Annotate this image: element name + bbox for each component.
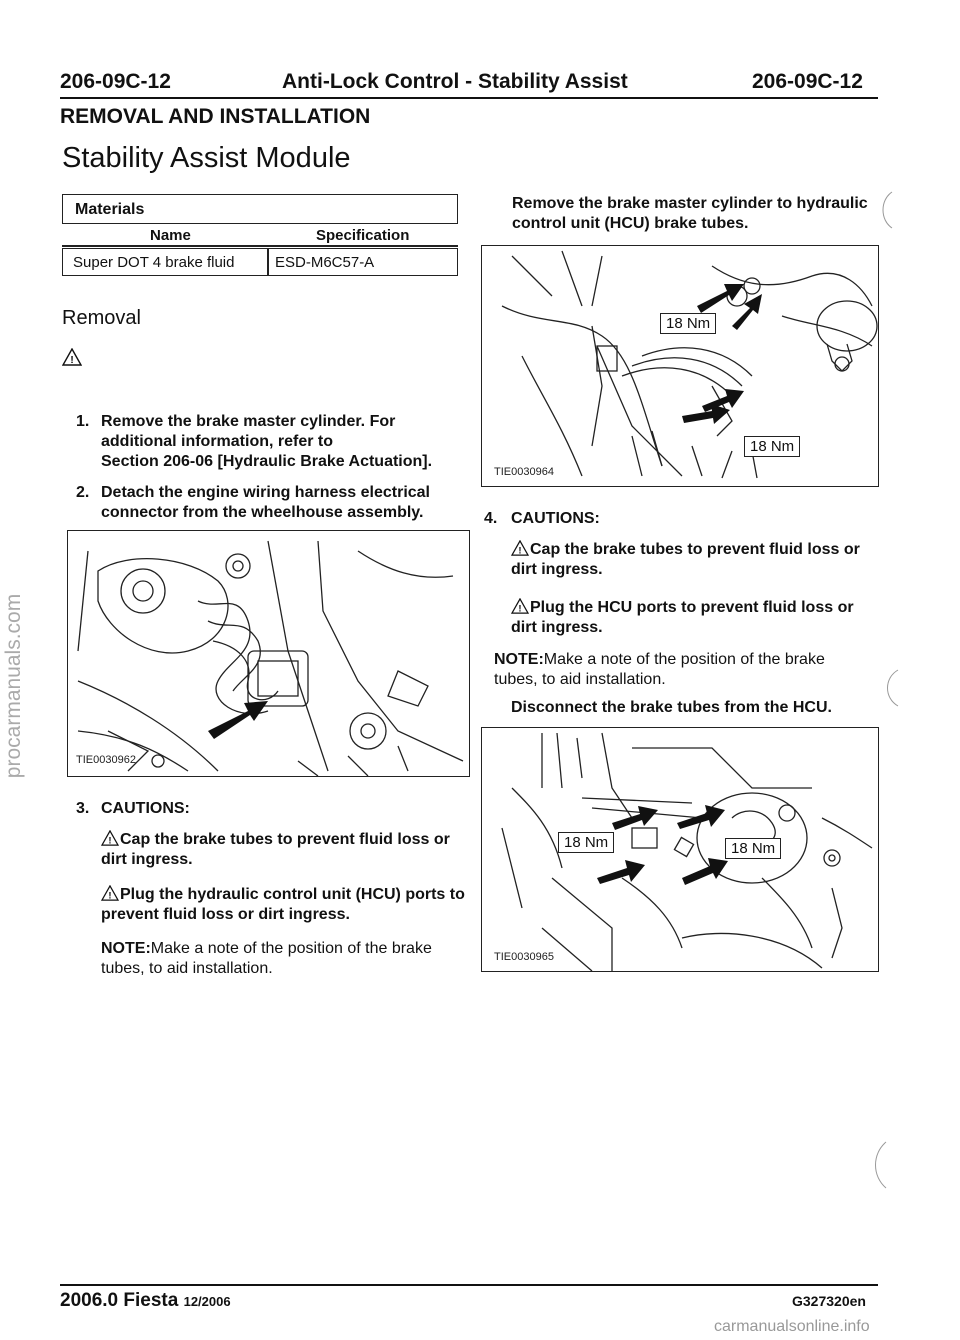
margin-mark [866, 1140, 896, 1190]
step3-caution1-text: Cap the brake tubes to prevent fluid loss or dirt ingress. [101, 831, 450, 868]
step3-num: 3. [76, 800, 90, 817]
removal-heading: Removal [62, 307, 141, 329]
footer-rule [60, 1284, 878, 1286]
engine-bay-illustration [68, 531, 469, 776]
step3-head: CAUTIONS: [101, 800, 190, 817]
margin-mark [878, 668, 908, 708]
svg-text:!: ! [70, 355, 74, 366]
step3-note-text: Make a note of the position of the brake tubes, to aid installation. [101, 940, 432, 977]
step1-line-b: additional information, refer to [101, 433, 334, 450]
figure-tie0030962 [67, 530, 470, 777]
footer-date: 12/2006 [183, 1294, 231, 1309]
torque-label: 18 Nm [744, 436, 800, 457]
materials-title: Materials [62, 194, 458, 224]
torque-label: 18 Nm [660, 313, 716, 334]
figure-id-3: TIE0030965 [494, 951, 554, 963]
step4-action: Disconnect the brake tubes from the HCU. [511, 699, 832, 716]
step3-caution2-text: Plug the hydraulic control unit (HCU) ports to prevent fluid loss or dirt ingress. [101, 886, 465, 923]
step1-line-a: Remove the brake master cylinder. For [101, 413, 396, 430]
materials-table [62, 194, 458, 276]
step4-num: 4. [484, 510, 498, 527]
step2-text [101, 483, 471, 523]
step4-caution1 [511, 540, 881, 580]
margin-mark [872, 190, 902, 230]
page-title: Stability Assist Module [62, 142, 351, 174]
right-intro: Remove the brake master cylinder to hydraulic control unit (HCU) brake tubes. [512, 195, 868, 232]
step3-caution2 [101, 885, 473, 925]
step2-line-b: connector from the wheelhouse assembly. [101, 504, 424, 521]
header-left: 206-09C-12 [60, 70, 171, 93]
step1-line-c: Section 206-06 [Hydraulic Brake Actuation]. [101, 453, 433, 470]
svg-text:!: ! [108, 835, 112, 846]
bottom-watermark: carmanualsonline.info [714, 1318, 870, 1335]
step4-caution2 [511, 598, 881, 638]
step1-num: 1. [76, 413, 90, 430]
warning-icon [62, 348, 82, 366]
step4-note [494, 650, 866, 690]
step3-note [101, 939, 473, 979]
warning-icon [101, 830, 119, 846]
col-spec: Specification [316, 227, 410, 244]
step3-note-label: NOTE: [101, 940, 151, 957]
side-watermark: procarmanuals.com [2, 593, 25, 779]
figure-id-2: TIE0030964 [494, 466, 554, 478]
svg-text:!: ! [108, 890, 112, 901]
figure-tie0030965 [481, 727, 879, 972]
hcu-disconnect-illustration [482, 728, 878, 971]
hcu-brake-tubes-illustration [482, 246, 878, 486]
section-title: REMOVAL AND INSTALLATION [60, 105, 371, 128]
step3-caution1 [101, 830, 473, 870]
footer-left [60, 1290, 231, 1312]
header-rule [60, 97, 878, 99]
header-center: Anti-Lock Control - Stability Assist [282, 70, 628, 93]
svg-text:!: ! [518, 603, 522, 614]
step2-num: 2. [76, 484, 90, 501]
footer-model: 2006.0 Fiesta [60, 1290, 179, 1311]
warning-icon [101, 885, 119, 901]
figure-tie0030964 [481, 245, 879, 487]
row-spec: ESD-M6C57-A [275, 254, 375, 271]
torque-label: 18 Nm [558, 832, 614, 853]
step4-caution1-text: Cap the brake tubes to prevent fluid loss or dirt ingress. [511, 541, 860, 578]
row-name: Super DOT 4 brake fluid [73, 254, 235, 271]
step1-text [101, 412, 471, 472]
header-right: 206-09C-12 [752, 70, 863, 93]
step4-head: CAUTIONS: [511, 510, 600, 527]
warning-icon [511, 540, 529, 556]
step4-note-text: Make a note of the position of the brake tubes, to aid installation. [494, 651, 825, 688]
svg-text:!: ! [518, 545, 522, 556]
step4-note-label: NOTE: [494, 651, 544, 668]
col-name: Name [150, 227, 191, 244]
step2-line-a: Detach the engine wiring harness electrical [101, 484, 430, 501]
warning-icon [511, 598, 529, 614]
figure-id-1: TIE0030962 [76, 754, 136, 766]
footer-right: G327320en [792, 1293, 866, 1309]
torque-label: 18 Nm [725, 838, 781, 859]
step4-caution2-text: Plug the HCU ports to prevent fluid loss or dirt ingress. [511, 599, 854, 636]
